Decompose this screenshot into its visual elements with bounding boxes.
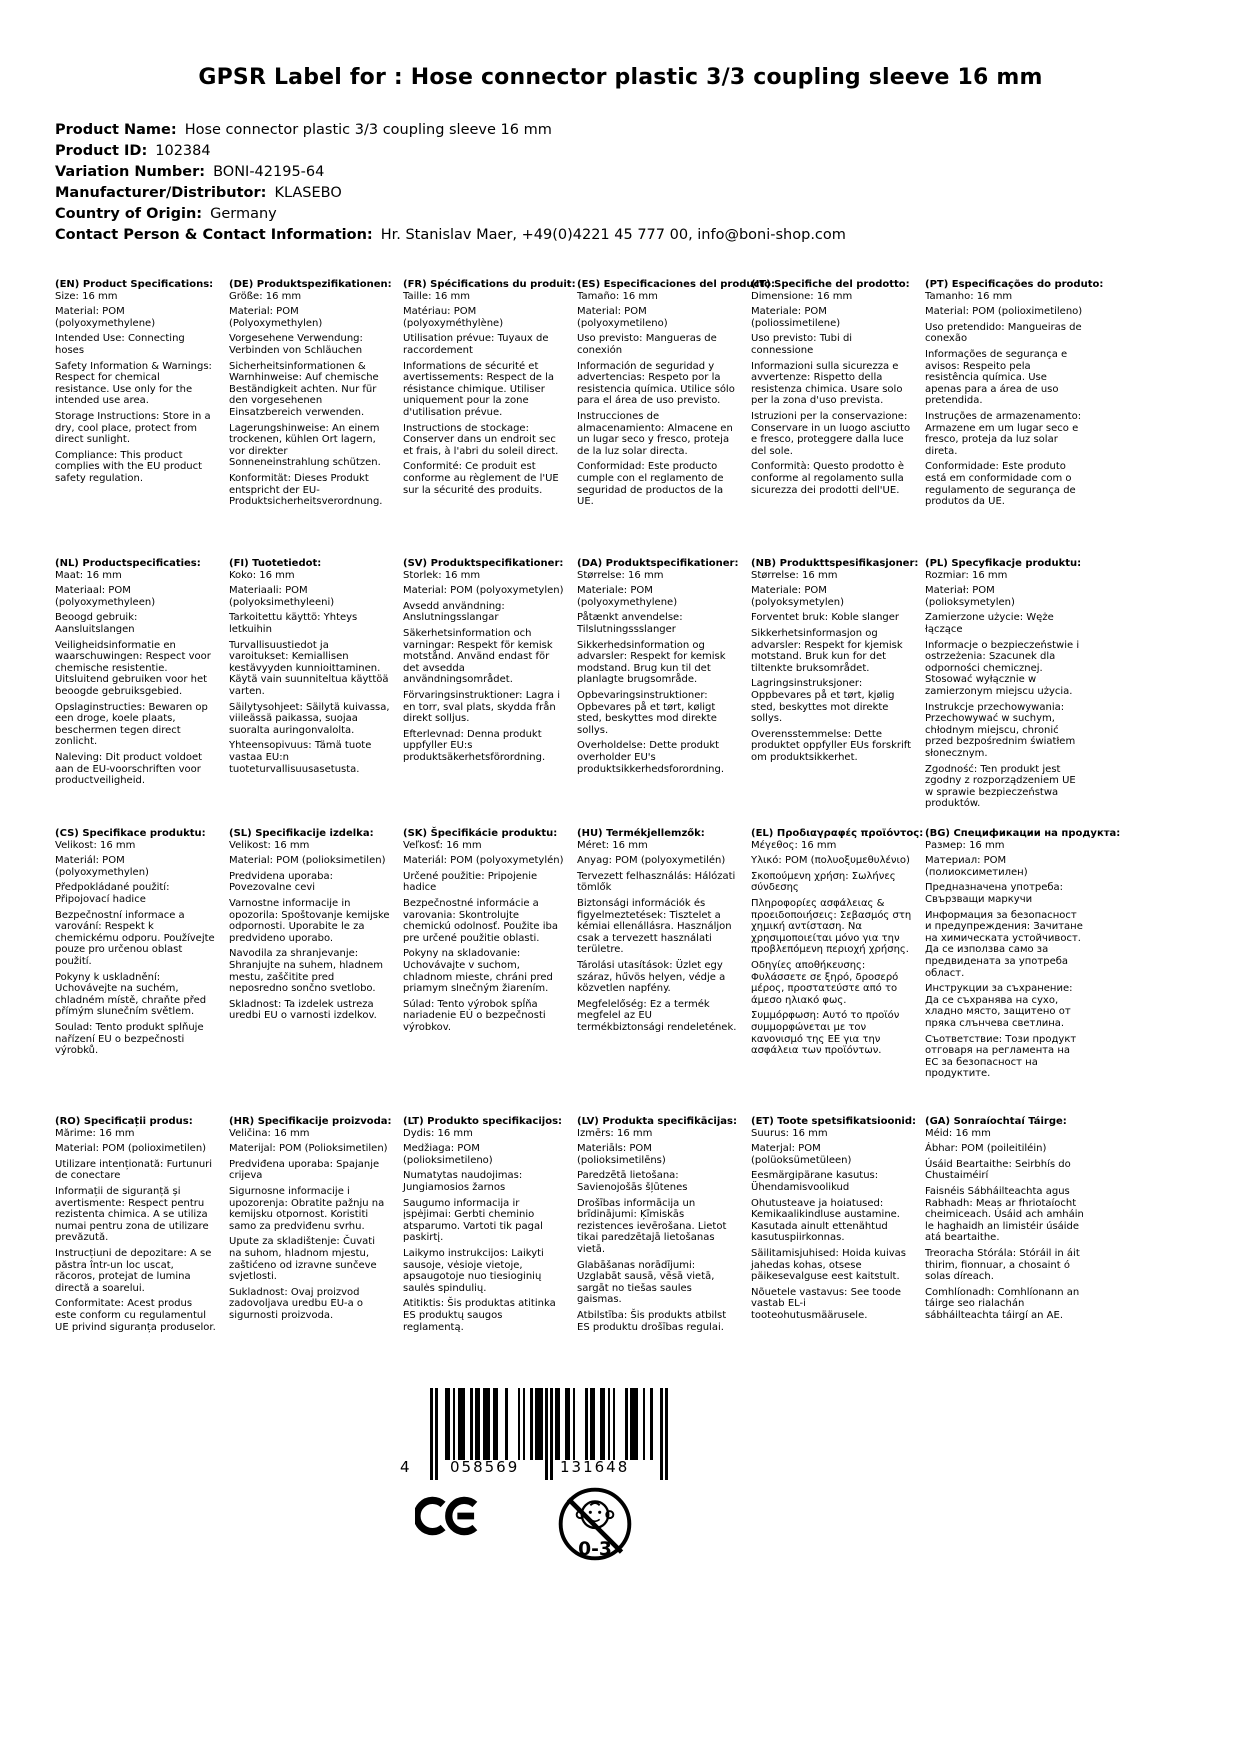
spec-line: Informacje o bezpieczeństwie i ostrzeżenia: Szacunek dla odporności chemicznej. Stosować wyłącznie w zamierzonym miejscu użycia.: [925, 639, 1080, 697]
spec-line: Μέγεθος: 16 mm: [751, 839, 837, 851]
spec-line: Material: POM (polyoxymetylen): [403, 585, 564, 597]
spec-line: Informations de sécurité et avertissements: Respect de la résistance chimique. Utiliser uniquement pour la zone d'utilisation prévue.: [403, 360, 555, 418]
field-value: Hose connector plastic 3/3 coupling sleeve 16 mm: [184, 122, 552, 138]
spec-line: Materiál: POM (polyoxymethylen): [55, 855, 149, 878]
spec-line: Materiał: POM (polioksymetylen): [925, 585, 1015, 608]
spec-block-cs: [55, 828, 216, 1116]
spec-line: Varnostne informacije in opozorila: Spoštovanje kemijske odpornosti. Uporabite le za predvideno uporabo.: [229, 897, 390, 944]
spec-line: Sikkerhetsinformasjon og advarsler: Respekt for kjemisk motstand. Bruk kun for det tiltenkte bruksområdet.: [751, 627, 903, 674]
spec-line: Materiale: POM (poliossimetilene): [751, 306, 841, 329]
spec-heading-hr: (HR) Specifikacije proizvoda:: [229, 1116, 392, 1127]
spec-heading-nl: (NL) Productspecificaties:: [55, 558, 201, 569]
spec-heading-it: (IT) Specifiche del prodotto:: [751, 279, 910, 290]
spec-heading-sl: (SL) Specifikacije izdelka:: [229, 828, 374, 839]
spec-block-fi: [229, 558, 390, 828]
spec-line: Instructions de stockage: Conserver dans un endroit sec et frais, à l'abri du soleil direct.: [403, 422, 559, 457]
spec-block-nl: [55, 558, 216, 828]
spec-block-es: [577, 279, 776, 558]
barcode-digits-left: 058569: [450, 1458, 520, 1476]
spec-heading-bg: (BG) Спецификации на продукта:: [925, 828, 1121, 839]
spec-line: Conformité: Ce produit est conforme au règlement de l'UE sur la sécurité des produits.: [403, 461, 559, 496]
spec-line: Material: POM (polioksimetilen): [229, 855, 386, 867]
spec-line: Storlek: 16 mm: [403, 569, 481, 581]
spec-line: Opbevaringsinstruktioner: Opbevares på et tørt, køligt sted, beskyttes mod direkte sollys.: [577, 689, 717, 736]
spec-heading-hu: (HU) Termékjellemzők:: [577, 828, 705, 839]
spec-line: Conformidad: Este producto cumple con el reglamento de seguridad de productos de la UE.: [577, 461, 724, 508]
spec-line: Информация за безопасност и предупреждения: Зачитане на химическата устойчивост. Да се използва само за предвидената за употреба област.: [925, 909, 1083, 979]
spec-block-da: [577, 558, 738, 828]
spec-line: Tamaño: 16 mm: [577, 290, 658, 302]
spec-line: Beoogd gebruik: Aansluitslangen: [55, 612, 138, 635]
spec-block-hr: [229, 1116, 390, 1334]
field-value: KLASEBO: [274, 185, 342, 201]
spec-line: Méid: 16 mm: [925, 1127, 991, 1139]
field-label: Contact Person & Contact Information:: [55, 227, 373, 243]
spec-line: Storage Instructions: Store in a dry, cool place, protect from direct sunlight.: [55, 410, 211, 446]
spec-line: Veiligheidsinformatie en waarschuwingen: Respect voor chemische resistentie. Uitsluitend gebruiken voor het beoogde gebruiksgebied.: [55, 639, 211, 697]
spec-line: Opslaginstructies: Bewaren op een droge, koele plaats, beschermen tegen direct zonlicht.: [55, 701, 208, 748]
spec-block-en: [55, 279, 216, 558]
spec-line: Uso previsto: Tubi di connessione: [751, 333, 853, 356]
spec-line: Predvidena uporaba: Povezovalne cevi: [229, 870, 333, 894]
spec-line: Instrucțiuni de depozitare: A se păstra într-un loc uscat, răcoros, protejat de lumina directă a soarelui.: [55, 1247, 212, 1294]
spec-line: Drošības informācija un brīdinājumi: Ķīmiskās rezistences ievērošana. Lietot tikai paredzētajā lietošanas vietā.: [577, 1197, 727, 1255]
spec-line: Velikost: 16 mm: [55, 839, 136, 851]
spec-line: Υλικό: POM (πολυοξυμεθυλένιο): [751, 855, 910, 867]
spec-heading-lt: (LT) Produkto specifikacijos:: [403, 1116, 563, 1127]
field-label: Product ID:: [55, 143, 148, 159]
spec-line: Bezpečnostní informace a varování: Respekt k chemickému odporu. Používejte pouze pro určenou oblast použití.: [55, 909, 215, 967]
spec-line: Conformitate: Acest produs este conform cu regulamentul UE privind siguranța produselor.: [55, 1298, 216, 1333]
field-value: 102384: [155, 143, 211, 159]
spec-line: Dimensione: 16 mm: [751, 290, 853, 302]
spec-heading-da: (DA) Produktspecifikationer:: [577, 558, 739, 569]
spec-line: Πληροφορίες ασφάλειας & προειδοποιήσεις: Σεβασμός στη χημική αντίσταση. Να χρησιμοποιείται μόνο για την προβλεπόμενη περιοχή χρήσης.: [751, 897, 912, 956]
spec-block-fr: [403, 279, 576, 558]
spec-line: Medžiaga: POM (polioksimetileno): [403, 1143, 493, 1166]
spec-heading-lv: (LV) Produkta specifikācijas:: [577, 1116, 737, 1127]
spec-line: Treoracha Stórála: Stóráil in áit thirim, fionnuar, a chosaint ó solas díreach.: [925, 1247, 1080, 1283]
spec-line: Instruções de armazenamento: Armazene em um lugar seco e fresco, proteja da luz solar direta.: [925, 410, 1082, 457]
spec-heading-fr: (FR) Spécifications du produit:: [403, 279, 576, 290]
spec-line: Megfelelőség: Ez a termék megfelel az EU termékbiztonsági rendeletének.: [577, 998, 737, 1033]
language-spec-grid: [55, 279, 1121, 1334]
spec-block-pl: [925, 558, 1086, 828]
spec-line: Utilisation prévue: Tuyaux de raccordement: [403, 333, 549, 356]
spec-line: Säilytysohjeet: Säilytä kuivassa, viileässä paikassa, suojaa suoralta auringonvalolta.: [229, 701, 390, 736]
spec-line: Størrelse: 16 mm: [751, 569, 838, 581]
spec-line: Eesmärgipärane kasutus: Ühendamisvoolikud: [751, 1170, 879, 1193]
field-value: BONI-42195-64: [213, 164, 325, 180]
spec-line: Инструкции за съхранение: Да се съхранява на сухо, хладно място, защитено от пряка слънчева светлина.: [925, 983, 1073, 1029]
field-value: Hr. Stanislav Maer, +49(0)4221 45 777 00, info@boni-shop.com: [380, 227, 846, 243]
spec-line: Förvaringsinstruktioner: Lagra i en torr, sval plats, skydda från direkt solljus.: [403, 689, 560, 725]
spec-line: Paredzētā lietošana: Savienojošās šļūtenes: [577, 1170, 688, 1193]
spec-block-el: [751, 828, 924, 1116]
spec-line: Materjal: POM (polüoksümetüleen): [751, 1143, 852, 1166]
spec-line: Faisnéis Sábháilteachta agus Rabhadh: Meas ar fhriotaíocht cheimiceach. Úsáid ach amháin le haghaidh an limistéir úsáide atá beartaithe.: [925, 1185, 1084, 1244]
spec-line: Σκοπούμενη χρήση: Σωλήνες σύνδεσης: [751, 870, 896, 894]
spec-line: Saugumo informacija ir įspėjimai: Gerbti cheminio atsparumo. Vartoti tik pagal paskirtį.: [403, 1197, 543, 1244]
spec-line: Sicherheitsinformationen & Warnhinweise: Auf chemische Beständigkeit achten. Nur für den vorgesehenen Einsatzbereich verwenden.: [229, 360, 379, 418]
spec-heading-el: (EL) Προδιαγραφές προϊόντος:: [751, 828, 924, 839]
spec-heading-cs: (CS) Specifikace produktu:: [55, 828, 206, 839]
spec-heading-nb: (NB) Produkttspesifikasjoner:: [751, 558, 919, 569]
spec-line: Pokyny na skladovanie: Uchovávajte v suchom, chladnom mieste, chráni pred priamym slnečným žiarením.: [403, 948, 553, 995]
spec-line: Материал: POM (полиоксиметилен): [925, 855, 1028, 878]
spec-line: Materiaali: POM (polyoksimethyleeni): [229, 585, 335, 608]
spec-heading-sv: (SV) Produktspecifikationer:: [403, 558, 564, 569]
spec-line: Suurus: 16 mm: [751, 1127, 828, 1139]
spec-block-et: [751, 1116, 917, 1334]
spec-line: Size: 16 mm: [55, 290, 118, 302]
spec-line: Safety Information & Warnings: Respect for chemical resistance. Use only for the intended use area.: [55, 360, 212, 407]
spec-line: Súlad: Tento výrobok spĺňa nariadenie EÚ o bezpečnosti výrobkov.: [403, 998, 546, 1033]
spec-line: Säilitamisjuhised: Hoida kuivas jahedas kohas, otsese päikesevalguse eest kaitstult.: [751, 1247, 907, 1283]
spec-line: Skladnost: Ta izdelek ustreza uredbi EU o varnosti izdelkov.: [229, 998, 377, 1022]
spec-line: Materiale: POM (polyoksymetylen): [751, 585, 845, 608]
spec-line: Utilizare intenționată: Furtunuri de conectare: [55, 1158, 213, 1182]
spec-line: Koko: 16 mm: [229, 569, 295, 581]
spec-block-nb: [751, 558, 919, 828]
spec-line: Úsáid Beartaithe: Seirbhís do Chustaiméirí: [925, 1158, 1071, 1182]
spec-line: Veľkosť: 16 mm: [403, 839, 482, 851]
spec-line: Turvallisuustiedot ja varoitukset: Kemiallisen kestävyyden kunnioittaminen. Käytä vain suunniteltua käyttöä varten.: [229, 639, 389, 697]
spec-block-sl: [229, 828, 390, 1116]
spec-line: Conformidade: Este produto está em conformidade com o regulamento de segurança de produtos da UE.: [925, 461, 1076, 508]
spec-line: Tarkoitettu käyttö: Yhteys letkuihin: [229, 612, 358, 635]
spec-line: Mărime: 16 mm: [55, 1127, 135, 1139]
spec-line: Tárolási utasítások: Üzlet egy száraz, hűvös helyen, védje a közvetlen napfény.: [577, 959, 726, 995]
spec-heading-et: (ET) Toote spetsifikatsioonid:: [751, 1116, 917, 1127]
spec-line: Συμμόρφωση: Αυτό το προϊόν συμμορφώνεται με τον κανονισμό της ΕΕ για την ασφάλεια των προϊόντων.: [751, 1010, 900, 1057]
spec-line: Předpokládané použití: Připojovací hadice: [55, 882, 170, 905]
spec-line: Material: POM (polyoxymethylene): [55, 306, 156, 329]
header-field-row: [55, 120, 846, 141]
barcode-digit-first: 4: [400, 1458, 410, 1476]
spec-line: Material: POM (polioximetileno): [925, 306, 1083, 318]
spec-line: Material: POM (polioximetilen): [55, 1143, 207, 1155]
spec-line: Taille: 16 mm: [403, 290, 471, 302]
spec-line: Uso previsto: Mangueras de conexión: [577, 333, 717, 356]
spec-heading-sk: (SK) Špecifikácie produktu:: [403, 828, 558, 839]
spec-line: Maat: 16 mm: [55, 569, 122, 581]
spec-heading-ga: (GA) Sonraíochtaí Táirge:: [925, 1116, 1067, 1127]
spec-line: Overensstemmelse: Dette produktet oppfyller EUs forskrift om produktsikkerhet.: [751, 728, 912, 763]
field-label: Country of Origin:: [55, 206, 203, 222]
spec-line: Tervezett felhasználás: Hálózati tömlők: [577, 870, 736, 894]
barcode-digits-right: 131648: [560, 1458, 630, 1476]
spec-line: Materijal: POM (Polioksimetilen): [229, 1143, 388, 1155]
spec-line: Matériau: POM (polyoxyméthylène): [403, 306, 504, 329]
spec-line: Påtænkt anvendelse: Tilslutningssslanger: [577, 612, 683, 635]
spec-line: Pokyny k uskladnění: Uchovávejte na suchém, chladném místě, chraňte před přímým slunečním světlem.: [55, 971, 207, 1018]
spec-block-sv: [403, 558, 564, 828]
spec-line: Instrukcje przechowywania: Przechowywać w suchym, chłodnym miejscu, chronić przed bezpośrednim światłem słonecznym.: [925, 701, 1076, 759]
spec-line: Sukladnost: Ovaj proizvod zadovoljava uredbu EU-a o sigurnosti proizvoda.: [229, 1286, 364, 1321]
spec-line: Sigurnosne informacije i upozorenja: Obratite pažnju na kemijsku otpornost. Koristiti samo za predviđenu svrhu.: [229, 1185, 385, 1232]
spec-block-pt: [925, 279, 1104, 558]
spec-block-de: [229, 279, 390, 558]
header-field-row: [55, 225, 846, 246]
spec-line: Určené použitie: Pripojenie hadice: [403, 870, 538, 894]
spec-line: Nõuetele vastavus: See toode vastab EL-i tooteohutusmäärusele.: [751, 1286, 902, 1321]
spec-line: Съответствие: Този продукт отговаря на регламента на ЕС за безопасност на продуктите.: [925, 1033, 1077, 1080]
spec-block-hu: [577, 828, 738, 1116]
spec-line: Overholdelse: Dette produkt overholder EU's produktsikkerhedsforordning.: [577, 740, 725, 775]
age-warning-label: 0-3: [578, 1539, 612, 1561]
spec-block-it: [751, 279, 912, 558]
spec-line: Forventet bruk: Koble slanger: [751, 612, 900, 624]
field-label: Variation Number:: [55, 164, 206, 180]
spec-block-sk: [403, 828, 564, 1116]
spec-block-ga: [925, 1116, 1086, 1334]
spec-block-ro: [55, 1116, 216, 1334]
spec-line: Yhteensopivuus: Tämä tuote vastaa EU:n tuoteturvallisuusasetusta.: [229, 740, 372, 775]
age-warning-0-3-icon: [556, 1483, 634, 1569]
spec-block-lt: [403, 1116, 564, 1334]
spec-line: Materiale: POM (polyoxymethylene): [577, 585, 678, 608]
spec-line: Biztonsági információk és figyelmeztetések: Tisztelet a kémiai ellenállásra. Használjon csak a tervezett használati területre.: [577, 897, 732, 956]
spec-line: Ábhar: POM (poileitiléin): [925, 1143, 1047, 1155]
spec-line: Información de seguridad y advertencias: Respeto por la resistencia química. Utilice sólo para el área de uso previsto.: [577, 360, 735, 407]
spec-line: Soulad: Tento produkt splňuje nařízení EU o bezpečnosti výrobků.: [55, 1021, 204, 1057]
spec-line: Säkerhetsinformation och varningar: Respekt för kemisk motstånd. Använd endast för det avsedda användningsområdet.: [403, 627, 553, 686]
spec-line: Bezpečnostné informácie a varovania: Skontrolujte chemickú odolnosť. Použite iba pre určené použitie oblasti.: [403, 897, 558, 944]
spec-line: Uso pretendido: Mangueiras de conexão: [925, 321, 1082, 345]
page-title: GPSR Label for : Hose connector plastic 3/3 coupling sleeve 16 mm: [198, 64, 1043, 90]
spec-heading-pl: (PL) Specyfikacje produktu:: [925, 558, 1082, 569]
spec-line: Rozmiar: 16 mm: [925, 569, 1008, 581]
spec-line: Material: POM (Polyoxymethylen): [229, 306, 323, 329]
spec-line: Glabāšanas norādījumi: Uzglabāt sausā, vēsā vietā, sargāt no tiešas saules gaismas.: [577, 1259, 715, 1306]
spec-line: Konformität: Dieses Produkt entspricht der EU-Produktsicherheitsverordnung.: [229, 472, 383, 508]
spec-line: Tamanho: 16 mm: [925, 290, 1013, 302]
spec-line: Anyag: POM (polyoxymetilén): [577, 855, 726, 867]
field-label: Manufacturer/Distributor:: [55, 185, 267, 201]
spec-line: Οδηγίες αποθήκευσης: Φυλάσσετε σε ξηρό, δροσερό μέρος, προστατεύστε από το άμεσο ηλιακό φως.: [751, 959, 899, 1006]
field-label: Product Name:: [55, 122, 177, 138]
spec-line: Instrucciones de almacenamiento: Almacene en un lugar seco y fresco, proteja de la luz solar directa.: [577, 410, 733, 457]
spec-line: Размер: 16 mm: [925, 839, 1005, 851]
spec-line: Predviđena uporaba: Spajanje crijeva: [229, 1158, 380, 1182]
spec-line: Materiál: POM (polyoxymetylén): [403, 855, 564, 867]
header-field-row: [55, 183, 846, 204]
ean13-barcode: [398, 1388, 698, 1498]
spec-line: Предназначена употреба: Свързващи маркучи: [925, 882, 1064, 905]
spec-line: Méret: 16 mm: [577, 839, 648, 851]
spec-line: Dydis: 16 mm: [403, 1127, 473, 1139]
spec-heading-pt: (PT) Especificações do produto:: [925, 279, 1104, 290]
spec-line: Intended Use: Connecting hoses: [55, 333, 185, 356]
spec-line: Størrelse: 16 mm: [577, 569, 664, 581]
spec-heading-ro: (RO) Specificații produs:: [55, 1116, 193, 1127]
spec-line: Sikkerhedsinformation og advarsler: Respekt for kemisk modstand. Brug kun til det planlagte brugsområde.: [577, 639, 726, 686]
spec-line: Avsedd användning: Anslutningsslangar: [403, 600, 505, 624]
spec-line: Efterlevnad: Denna produkt uppfyller EU:s produktsäkerhetsförordning.: [403, 728, 546, 763]
spec-line: Navodila za shranjevanje: Shranjujte na suhem, hladnem mestu, zaščitite pred neposredno sončno svetlobo.: [229, 948, 384, 995]
header-field-row: [55, 141, 846, 162]
spec-line: Informazioni sulla sicurezza e avvertenze: Rispetto della resistenza chimica. Usare solo per la zona d'uso prevista.: [751, 360, 903, 407]
spec-line: Numatytas naudojimas: Jungiamosios žarnos: [403, 1170, 523, 1193]
spec-line: Zgodność: Ten produkt jest zgodny z rozporządzeniem UE w sprawie bezpieczeństwa produktów.: [925, 763, 1076, 810]
spec-line: Atitiktis: Šis produktas atitinka ES produktų saugos reglamentą.: [403, 1298, 556, 1333]
spec-line: Laikymo instrukcijos: Laikyti sausoje, vėsioje vietoje, apsaugotoje nuo tiesioginių saulės spindulių.: [403, 1247, 544, 1294]
spec-line: Conformità: Questo prodotto è conforme al regolamento sulla sicurezza dei prodotti dell'UE.: [751, 461, 905, 496]
spec-line: Material: POM (polyoxymetileno): [577, 306, 668, 329]
spec-heading-de: (DE) Produktspezifikationen:: [229, 279, 392, 290]
spec-line: Comhlíonadh: Comhlíonann an táirge seo rialachán sábháilteachta táirgí an AE.: [925, 1286, 1080, 1321]
spec-line: Lagerungshinweise: An einem trockenen, kühlen Ort lagern, vor direkter Sonneneinstrahlung schützen.: [229, 422, 381, 469]
spec-heading-en: (EN) Product Specifications:: [55, 279, 214, 290]
spec-line: Größe: 16 mm: [229, 290, 302, 302]
spec-line: Informații de siguranță și avertismente: Respect pentru rezistenta chimica. A se utiliza numai pentru zona de utilizare prevăzută.: [55, 1185, 209, 1244]
spec-line: Compliance: This product complies with the EU product safety regulation.: [55, 449, 203, 484]
spec-line: Atbilstība: Šis produkts atbilst ES produktu drošības regulai.: [577, 1309, 727, 1333]
spec-line: Materiaal: POM (polyoxymethyleen): [55, 585, 156, 608]
spec-block-lv: [577, 1116, 738, 1334]
spec-line: Velikost: 16 mm: [229, 839, 310, 851]
product-header-fields: [55, 120, 846, 246]
spec-line: Materiāls: POM (polioksimetilēns): [577, 1143, 666, 1166]
ce-mark-icon: [415, 1492, 483, 1544]
spec-line: Izmērs: 16 mm: [577, 1127, 653, 1139]
spec-line: Upute za skladištenje: Čuvati na suhom, hladnom mjestu, zaštićeno od izravne sunčeve svjetlosti.: [229, 1236, 377, 1283]
spec-line: Vorgesehene Verwendung: Verbinden von Schläuchen: [229, 333, 363, 356]
header-field-row: [55, 204, 846, 225]
spec-block-bg: [925, 828, 1121, 1116]
spec-line: Zamierzone użycie: Węże łączące: [925, 612, 1054, 635]
spec-line: Veličina: 16 mm: [229, 1127, 310, 1139]
spec-line: Ohutusteave ja hoiatused: Kemikaalikindluse austamine. Kasutada ainult ettenähtud kasutuspiirkonnas.: [751, 1197, 900, 1244]
spec-line: Informações de segurança e avisos: Respeito pela resistência química. Use apenas para a área de uso pretendida.: [925, 348, 1068, 407]
spec-line: Istruzioni per la conservazione: Conservare in un luogo asciutto e fresco, proteggere dalla luce del sole.: [751, 410, 911, 457]
spec-line: Lagringsinstruksjoner: Oppbevares på et tørt, kjølig sted, beskyttes mot direkte sollys.: [751, 678, 895, 725]
spec-heading-fi: (FI) Tuotetiedot:: [229, 558, 322, 569]
spec-heading-es: (ES) Especificaciones del producto:: [577, 279, 776, 290]
spec-line: Naleving: Dit product voldoet aan de EU-voorschriften voor productveiligheid.: [55, 751, 203, 787]
field-value: Germany: [210, 206, 277, 222]
header-field-row: [55, 162, 846, 183]
